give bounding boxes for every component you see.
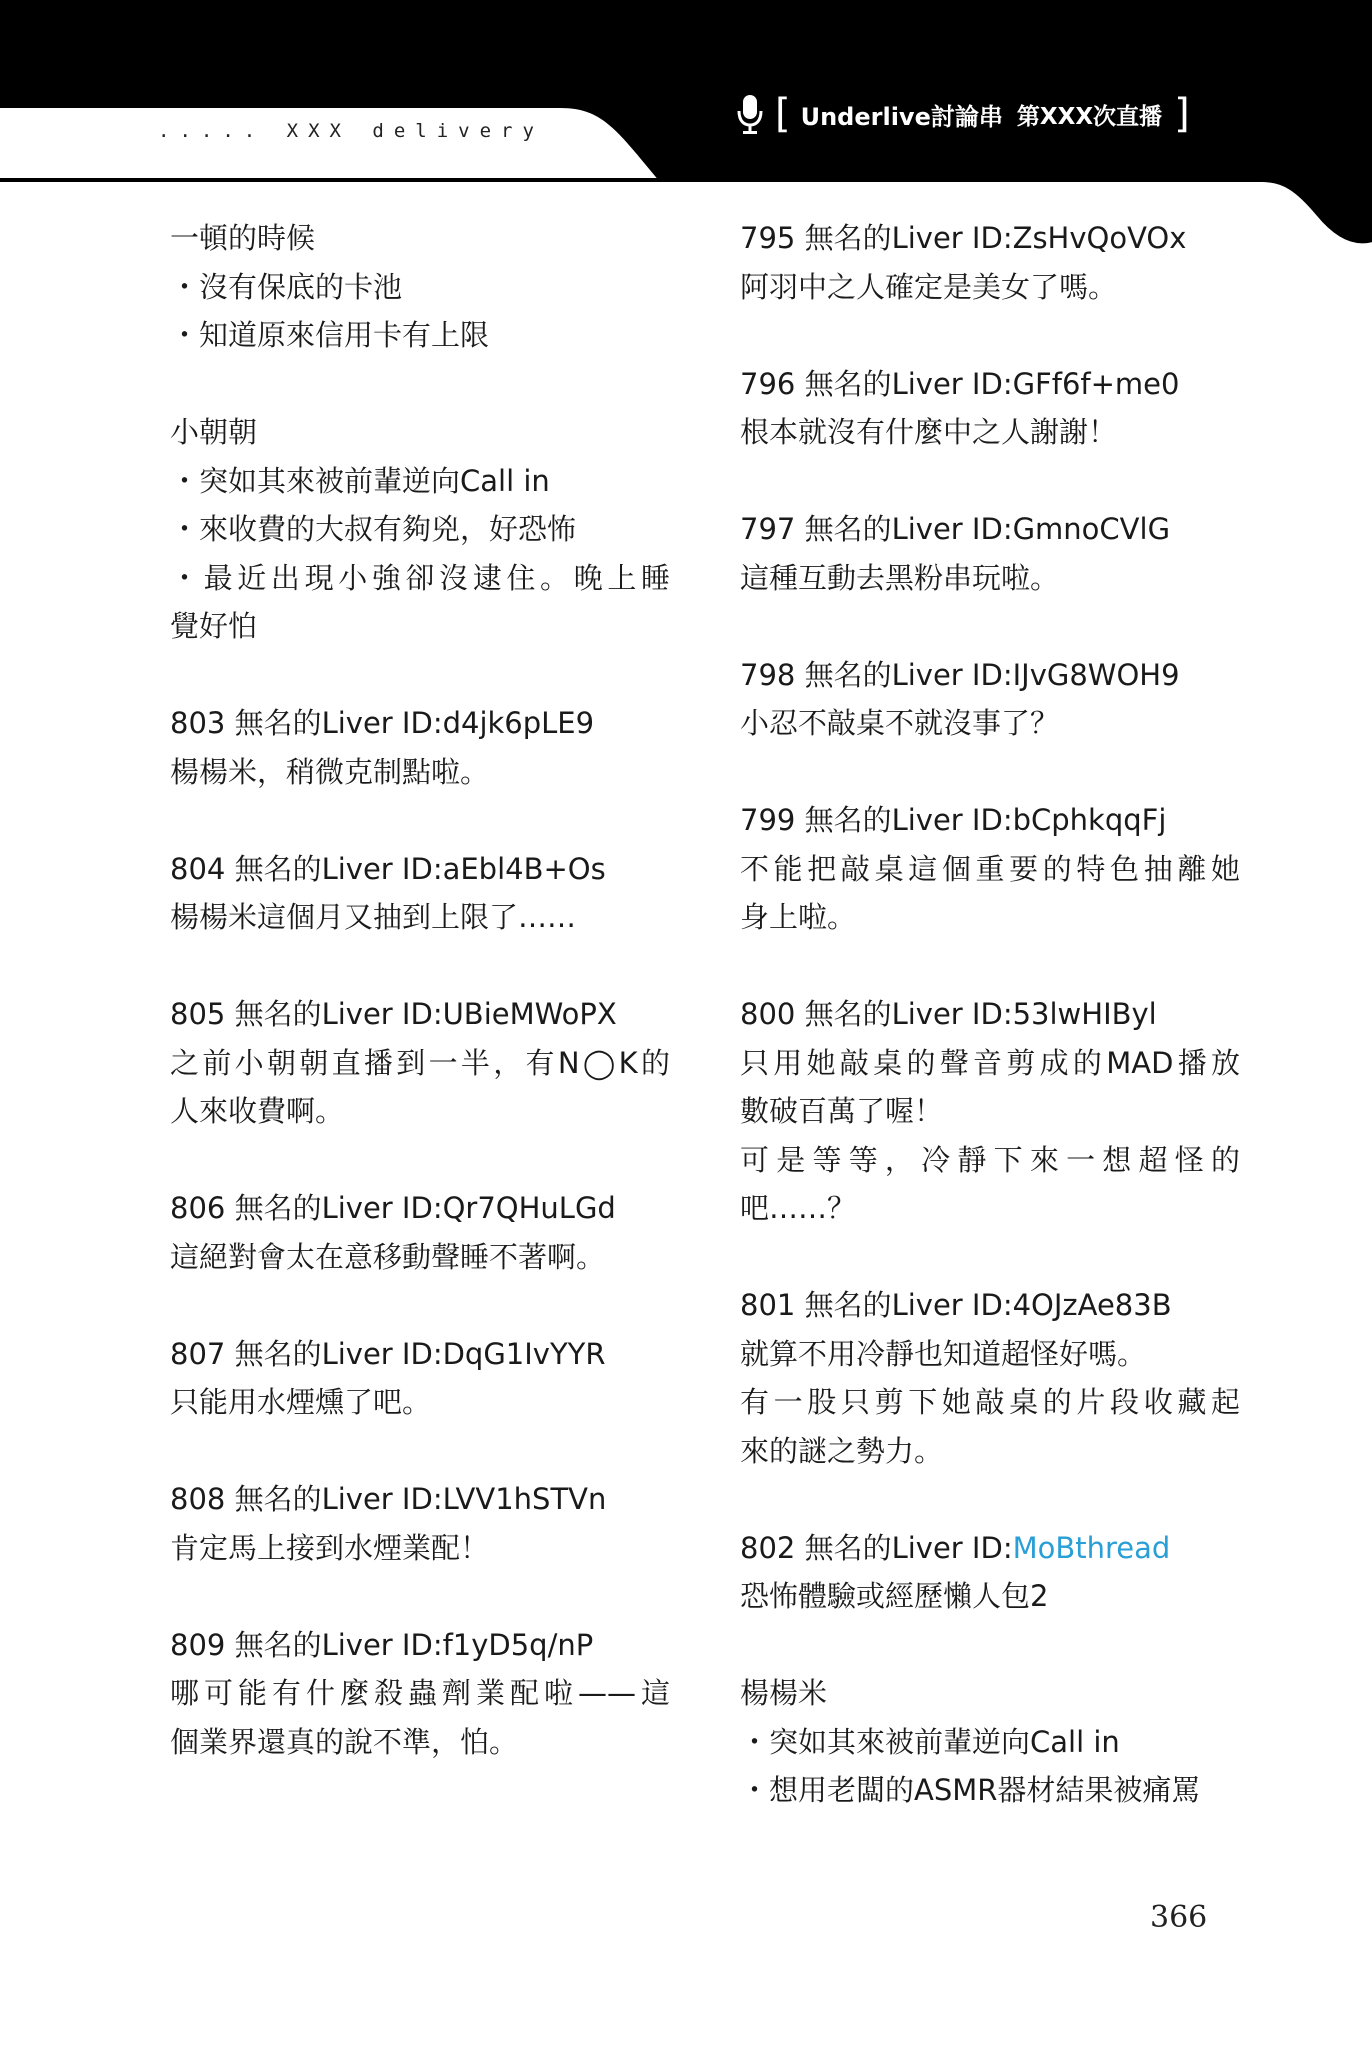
blank-line	[740, 1233, 1240, 1282]
post-header: 804 無名的Liver ID:aEbl4B+Os	[170, 851, 606, 886]
text-line: ・最近出現小強卻沒逮住。晚上睡	[170, 560, 670, 595]
text-line: ・沒有保底的卡池	[170, 269, 403, 304]
blank-line	[170, 1136, 670, 1185]
text-line: ・突如其來被前輩逆向Call in	[170, 463, 550, 498]
post-body: 只能用水煙燻了吧。	[170, 1385, 432, 1419]
post-body: 吧……？	[740, 1191, 857, 1225]
blank-line	[740, 1475, 1240, 1524]
text-line: ・想用老闆的ASMR器材結果被痛罵	[740, 1773, 1201, 1807]
post-header: 805 無名的Liver ID:UBieMWoPX	[170, 997, 617, 1031]
post-body: 楊楊米這個月又抽到上限了……	[170, 900, 577, 934]
blank-line	[170, 651, 670, 700]
post-body: 這絕對會太在意移動聲睡不著啊。	[170, 1239, 606, 1274]
post-body: 哪可能有什麼殺蟲劑業配啦——這	[170, 1676, 670, 1710]
blank-line	[170, 796, 670, 845]
text-line: 楊楊米	[740, 1676, 828, 1710]
post-header: 803 無名的Liver ID:d4jk6pLE9	[170, 706, 595, 740]
blank-line	[740, 311, 1240, 360]
post-header: 797 無名的Liver ID:GmnoCVlG	[740, 512, 1171, 546]
post-body: 這種互動去黑粉串玩啦。	[740, 560, 1060, 595]
blank-line	[740, 602, 1240, 651]
page-number: 366	[1150, 1900, 1208, 1935]
post-body: 肯定馬上接到水煙業配！	[170, 1530, 490, 1565]
post-body: 有一股只剪下她敲桌的片段收藏起	[740, 1385, 1240, 1419]
text-line: ・知道原來信用卡有上限	[170, 318, 490, 352]
post-body: 人來收費啊。	[170, 1094, 345, 1128]
post-header: 809 無名的Liver ID:f1yD5q/nP	[170, 1627, 594, 1662]
blank-line	[170, 1427, 670, 1476]
post-body: 可是等等，冷靜下來一想超怪的	[740, 1142, 1240, 1177]
post-header: 807 無名的Liver ID:DqG1IvYYR	[170, 1336, 606, 1371]
text-line: 一頓的時候	[170, 221, 316, 255]
post-body: 身上啦。	[740, 900, 857, 934]
post-body: 小忍不敲桌不就沒事了？	[740, 706, 1060, 740]
post-body: 不能把敲桌這個重要的特色抽離她	[740, 851, 1240, 886]
post-header: 808 無名的Liver ID:LVV1hSTVn	[170, 1482, 607, 1516]
post-header: 795 無名的Liver ID:ZsHvQoVOx	[740, 221, 1187, 255]
thread-title	[735, 90, 1190, 138]
text-line: ・來收費的大叔有夠兇，好恐怖	[170, 512, 577, 546]
left-column	[170, 214, 670, 1766]
blank-line	[170, 1281, 670, 1330]
post-body: 來的謎之勢力。	[740, 1433, 944, 1468]
post-header: 799 無名的Liver ID:bCphkqqFj	[740, 803, 1167, 837]
text-line: ・突如其來被前輩逆向Call in	[740, 1724, 1120, 1759]
thread-author-link[interactable]: MoBthread	[1012, 1530, 1171, 1565]
blank-line	[740, 748, 1240, 797]
post-body: 個業界還真的說不準，怕。	[170, 1724, 519, 1759]
running-title: ..... XXX delivery	[158, 120, 544, 142]
post-header-prefix: 802 無名的Liver ID:	[740, 1530, 1013, 1565]
post-body: 之前小朝朝直播到一半，有N◯K的	[170, 1045, 670, 1080]
thread-name: Underlive討論串	[800, 102, 1003, 131]
post-header: 796 無名的Liver ID:GFf6f+me0	[740, 366, 1180, 401]
post-body: 就算不用冷靜也知道超怪好嗎。	[740, 1336, 1147, 1371]
right-column	[740, 214, 1240, 1815]
blank-line	[740, 942, 1240, 991]
post-header: 806 無名的Liver ID:Qr7QHuLGd	[170, 1191, 616, 1225]
blank-line	[170, 1572, 670, 1621]
blank-line	[170, 942, 670, 991]
post-header: 800 無名的Liver ID:53lwHIByl	[740, 997, 1157, 1031]
thread-episode: 第XXX次直播	[1016, 103, 1163, 130]
text-line: 覺好怕	[170, 609, 258, 643]
microphone-icon	[735, 93, 765, 135]
post-body: 只用她敲桌的聲音剪成的MAD播放	[740, 1045, 1240, 1080]
post-header: 798 無名的Liver ID:IJvG8WOH9	[740, 657, 1180, 692]
post-header: 801 無名的Liver ID:4OJzAe83B	[740, 1288, 1172, 1322]
blank-line	[740, 1621, 1240, 1670]
post-body: 根本就沒有什麼中之人謝謝！	[740, 415, 1118, 449]
blank-line	[740, 457, 1240, 506]
thread-open-bracket: [	[775, 91, 791, 137]
post-body: 恐怖體驗或經歷懶人包2	[740, 1579, 1049, 1613]
post-body: 楊楊米，稍微克制點啦。	[170, 754, 490, 789]
post-header	[740, 1524, 1240, 1573]
blank-line	[170, 360, 670, 409]
thread-close-bracket: ]	[1174, 91, 1190, 137]
post-body: 阿羽中之人確定是美女了嗎。	[740, 269, 1118, 304]
text-line: 小朝朝	[170, 415, 258, 449]
post-body: 數破百萬了喔！	[740, 1094, 944, 1128]
